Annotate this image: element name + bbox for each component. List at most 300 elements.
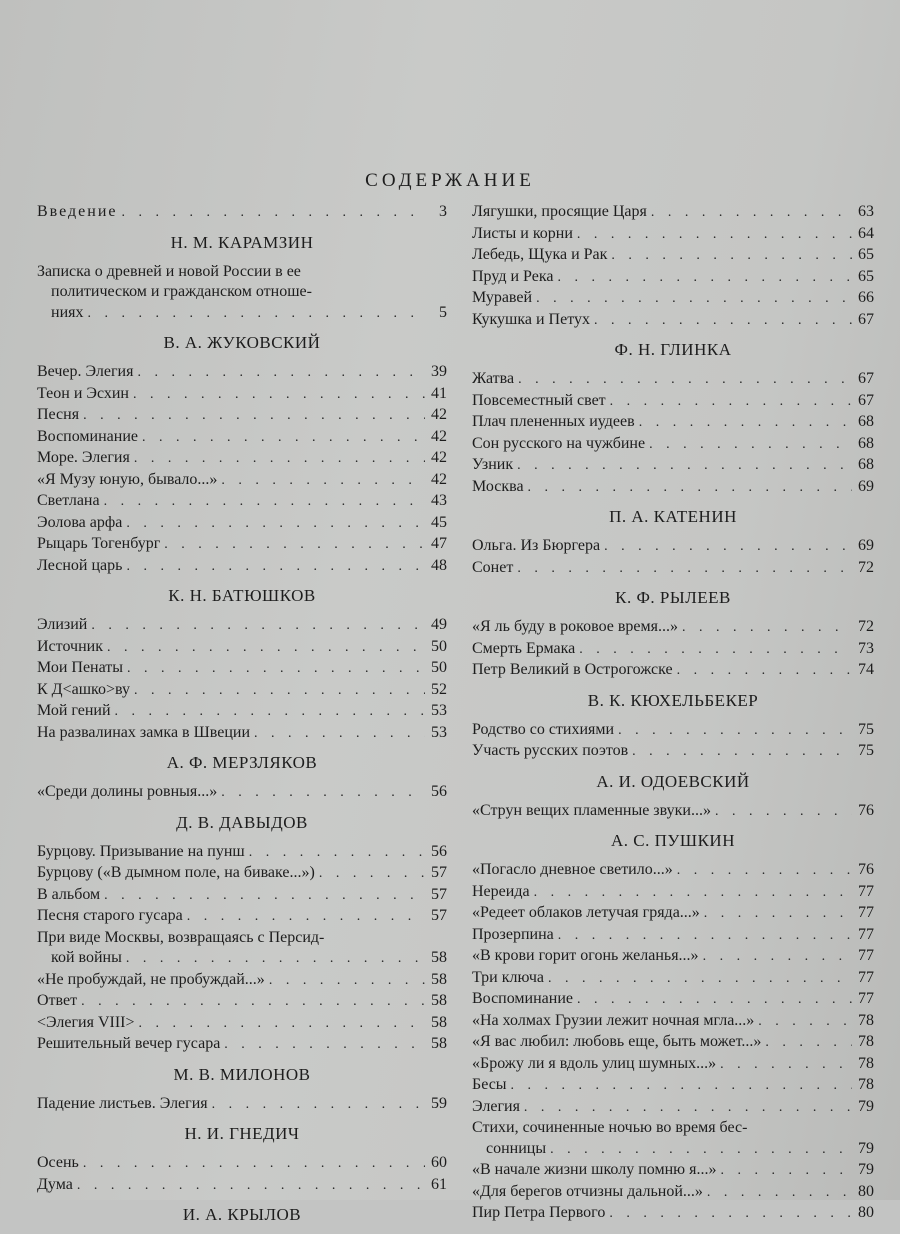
entry-page: 50 xyxy=(431,659,447,676)
dot-leader xyxy=(87,304,425,325)
toc-entry xyxy=(37,405,447,427)
dot-leader xyxy=(720,1055,852,1076)
toc-entry xyxy=(472,536,874,558)
toc-entry xyxy=(472,741,874,763)
entry-title-line: кой войны xyxy=(51,949,122,966)
entry-page: 5 xyxy=(439,303,447,321)
author-heading: В. К. КЮХЕЛЬБЕКЕР xyxy=(587,690,759,710)
toc-entry xyxy=(37,427,447,449)
dot-leader xyxy=(254,724,425,745)
entry-page: 78 xyxy=(858,1033,874,1050)
toc-entry xyxy=(472,1032,874,1054)
entry-title-line: При виде Москвы, возвращаясь с Персид- xyxy=(37,928,325,946)
entry-title: Ольга. Из Бюргера xyxy=(472,537,601,554)
entry-page: 58 xyxy=(431,949,447,966)
entry-title: Теон и Эсхин xyxy=(37,384,129,402)
dot-leader xyxy=(137,363,425,384)
author-heading: Н. И. ГНЕДИЧ xyxy=(184,1124,300,1143)
entry-title: «Погасло дневное светило...» xyxy=(472,861,673,878)
toc-entry xyxy=(37,723,447,745)
dot-leader xyxy=(677,861,852,882)
entry-title: «Редеет облаков летучая гряда...» xyxy=(472,904,700,921)
entry-title: Плач плененных иудеев xyxy=(472,413,635,430)
entry-page: 68 xyxy=(858,434,874,452)
toc-entry xyxy=(37,1013,447,1035)
entry-title: Элизий xyxy=(37,616,88,633)
dot-leader xyxy=(269,971,425,992)
author-heading: Д. В. ДАВЫДОВ xyxy=(176,812,308,832)
dot-leader xyxy=(703,947,852,968)
entry-page: 41 xyxy=(431,384,447,402)
toc-entry-lastline xyxy=(472,1139,874,1161)
dot-leader xyxy=(83,1154,425,1175)
dot-leader xyxy=(528,478,852,499)
toc-entry-lastline xyxy=(37,303,447,325)
entry-title: Смерть Ермака xyxy=(472,639,576,657)
dot-leader xyxy=(139,1014,425,1035)
entry-page: 52 xyxy=(431,680,447,698)
toc-entry xyxy=(37,658,447,680)
author-heading: И. А. КРЫЛОВ xyxy=(182,1205,302,1224)
toc-entry xyxy=(472,925,874,947)
dot-leader xyxy=(517,559,852,580)
dot-leader xyxy=(187,907,425,928)
toc-entry xyxy=(472,617,874,639)
toc-entry xyxy=(472,989,874,1011)
entry-page: 59 xyxy=(431,1094,447,1112)
entry-title: Сонет xyxy=(472,558,514,576)
entry-title: «Брожу ли я вдоль улиц шумных...» xyxy=(472,1054,717,1072)
toc-entry-multiline xyxy=(472,1118,874,1160)
entry-page: 43 xyxy=(431,492,447,509)
entry-page: 42 xyxy=(431,427,447,445)
entry-title: Участь русских поэтов xyxy=(472,742,629,759)
entry-page: 56 xyxy=(431,842,447,860)
entry-page: 42 xyxy=(431,449,447,466)
entry-page: 76 xyxy=(858,861,874,878)
entry-page: 78 xyxy=(858,1011,874,1029)
entry-page: 77 xyxy=(858,968,874,986)
entry-title: Элегия xyxy=(472,1097,520,1115)
entry-page: 77 xyxy=(858,990,874,1007)
entry-page: 3 xyxy=(439,203,447,220)
toc-entry xyxy=(37,637,447,659)
entry-title: Листы и корни xyxy=(472,224,573,242)
entry-title: Решительный вечер гусара xyxy=(37,1035,221,1052)
toc-entry xyxy=(37,384,447,406)
entry-page: 60 xyxy=(431,1154,447,1171)
author-section xyxy=(37,1123,447,1196)
dot-leader xyxy=(319,864,425,885)
toc-entry xyxy=(37,1094,447,1116)
page-title: СОДЕРЖАНИЕ xyxy=(365,170,535,191)
author-heading: К. Ф. РЫЛЕЕВ xyxy=(615,588,731,607)
dot-leader xyxy=(224,1035,425,1056)
entry-page: 57 xyxy=(431,864,447,881)
dot-leader xyxy=(518,370,852,391)
entry-page: 77 xyxy=(858,947,874,964)
entry-title: Введение xyxy=(37,203,118,220)
toc-entry xyxy=(472,558,874,580)
dot-leader xyxy=(134,449,425,470)
entry-page: 72 xyxy=(858,618,874,635)
dot-leader xyxy=(134,681,425,702)
entry-page: 58 xyxy=(431,992,447,1009)
dot-leader xyxy=(536,289,852,310)
toc-entry xyxy=(472,860,874,882)
toc-entry xyxy=(37,863,447,885)
entry-page: 78 xyxy=(858,1054,874,1072)
dot-leader xyxy=(164,535,425,556)
entry-title: Повсеместный свет xyxy=(472,391,606,409)
dot-leader xyxy=(122,203,426,224)
dot-leader xyxy=(548,969,852,990)
toc-entry xyxy=(472,639,874,661)
entry-title: Три ключа xyxy=(472,968,544,986)
toc-entry xyxy=(37,491,447,513)
entry-title: «Для берегов отчизны дальной...» xyxy=(472,1182,703,1200)
dot-leader xyxy=(81,992,425,1013)
entry-page: 76 xyxy=(858,801,874,819)
author-section xyxy=(472,830,874,1225)
entry-title: «Я ль буду в роковое время...» xyxy=(472,618,679,635)
toc-entry xyxy=(37,448,447,470)
entry-page: 79 xyxy=(858,1097,874,1115)
toc-entry xyxy=(472,1160,874,1182)
dot-leader xyxy=(677,661,852,682)
author-section xyxy=(37,1064,447,1116)
dot-leader xyxy=(651,203,852,224)
entry-title: Падение листьев. Элегия xyxy=(37,1094,208,1112)
entry-page: 69 xyxy=(858,477,874,495)
entry-title: «Среди долины ровныя...» xyxy=(37,783,218,800)
entry-title: Лебедь, Щука и Рак xyxy=(472,246,608,263)
entry-title-line: ниях xyxy=(51,303,84,321)
toc-entry xyxy=(472,245,874,267)
entry-title: Бесы xyxy=(472,1076,507,1093)
dot-leader xyxy=(249,843,425,864)
entry-page: 75 xyxy=(858,720,874,738)
toc-entry xyxy=(472,369,874,391)
dot-leader xyxy=(83,406,425,427)
entry-title: Пир Петра Первого xyxy=(472,1204,606,1221)
author-section xyxy=(472,506,874,579)
toc-entry xyxy=(472,1203,874,1225)
dot-leader xyxy=(594,311,852,332)
left-column xyxy=(37,202,447,1234)
entry-page: 66 xyxy=(858,289,874,306)
entry-page: 48 xyxy=(431,556,447,574)
entry-title: Песня xyxy=(37,406,80,423)
dot-leader xyxy=(609,1204,852,1225)
entry-title-line: политическом и гражданском отноше- xyxy=(51,283,312,300)
entry-page: 57 xyxy=(431,907,447,924)
toc-entry xyxy=(37,1034,447,1056)
toc-entry xyxy=(37,470,447,492)
entry-page: 74 xyxy=(858,661,874,678)
entry-title: Воспоминание xyxy=(472,990,574,1007)
entry-title: Лесной царь xyxy=(37,556,123,574)
toc-entry xyxy=(37,906,447,928)
toc-entry xyxy=(37,782,447,804)
toc-entry xyxy=(472,1075,874,1097)
entry-page: 80 xyxy=(858,1182,874,1200)
author-section xyxy=(37,232,447,325)
dot-leader xyxy=(604,537,852,558)
entry-page: 53 xyxy=(431,702,447,719)
entry-title: Пруд и Река xyxy=(472,267,554,285)
dot-leader xyxy=(115,702,425,723)
entry-page: 75 xyxy=(858,742,874,759)
dot-leader xyxy=(720,1161,852,1182)
toc-entry xyxy=(37,513,447,535)
author-heading: П. А. КАТЕНИН xyxy=(609,507,737,526)
dot-leader xyxy=(611,246,852,267)
toc-entry xyxy=(37,362,447,384)
toc-entry xyxy=(472,882,874,904)
entry-title: Источник xyxy=(37,637,103,655)
entry-page: 39 xyxy=(431,363,447,380)
entry-title: Сон русского на чужбине xyxy=(472,434,646,452)
entry-title: Осень xyxy=(37,1154,79,1171)
entry-title: Лягушки, просящие Царя xyxy=(472,203,647,220)
entry-page: 61 xyxy=(431,1175,447,1193)
author-section xyxy=(472,690,874,763)
entry-page: 77 xyxy=(858,904,874,921)
entry-title: «Я вас любил: любовь еще, быть может...» xyxy=(472,1033,762,1050)
toc-entry xyxy=(472,660,874,682)
toc-entry xyxy=(472,391,874,413)
dot-leader xyxy=(221,783,425,804)
entry-page: 65 xyxy=(858,246,874,263)
right-sections xyxy=(472,202,874,1225)
entry-title-line: Записка о древней и новой России в ее xyxy=(37,262,301,280)
toc-entry xyxy=(472,434,874,456)
entry-title: «Я Музу юную, бывало...» xyxy=(37,470,218,488)
author-heading: М. В. МИЛОНОВ xyxy=(173,1064,311,1084)
dot-leader xyxy=(524,1098,852,1119)
toc-entry xyxy=(37,885,447,907)
entry-page: 69 xyxy=(858,537,874,554)
author-section xyxy=(37,332,447,577)
entry-title: Узник xyxy=(472,456,514,473)
author-heading: К. Н. БАТЮШКОВ xyxy=(168,586,316,605)
dot-leader xyxy=(639,413,852,434)
entry-page: 67 xyxy=(858,310,874,328)
entry-page: 50 xyxy=(431,637,447,655)
toc-entry-multiline xyxy=(37,262,447,325)
entry-title: Москва xyxy=(472,477,524,495)
entry-title: Светлана xyxy=(37,492,100,509)
dot-leader xyxy=(550,1140,852,1161)
entry-page: 47 xyxy=(431,535,447,552)
toc-entry xyxy=(472,1011,874,1033)
entry-page: 73 xyxy=(858,639,874,657)
entry-page: 58 xyxy=(431,970,447,988)
entry-page: 65 xyxy=(858,267,874,285)
author-heading: Ф. Н. ГЛИНКА xyxy=(614,340,732,359)
entry-title-line: сонницы xyxy=(486,1139,547,1157)
toc-entry xyxy=(472,946,874,968)
author-section xyxy=(37,752,447,804)
toc-entry xyxy=(472,903,874,925)
author-section xyxy=(37,812,447,1056)
entry-page: 58 xyxy=(431,1035,447,1052)
dot-leader xyxy=(579,640,852,661)
entry-page: 67 xyxy=(858,391,874,409)
entry-title: Родство со стихиями xyxy=(472,720,615,738)
dot-leader xyxy=(126,557,425,578)
author-section xyxy=(37,585,447,744)
toc-entry xyxy=(37,842,447,864)
dot-leader xyxy=(577,990,852,1011)
entry-page: 57 xyxy=(431,885,447,903)
entry-title: <Элегия VIII> xyxy=(37,1013,135,1031)
entry-page: 63 xyxy=(858,203,874,220)
entry-page: 64 xyxy=(858,224,874,242)
dot-leader xyxy=(104,492,425,513)
toc-entry xyxy=(37,680,447,702)
dot-leader xyxy=(127,659,425,680)
dot-leader xyxy=(682,618,852,639)
entry-title: Мой гений xyxy=(37,702,111,719)
author-section xyxy=(37,1204,447,1226)
entry-page: 53 xyxy=(431,723,447,741)
entry-title: Бурцову («В дымном поле, на биваке...») xyxy=(37,864,315,881)
dot-leader xyxy=(517,456,852,477)
entry-title: Муравей xyxy=(472,289,533,306)
toc-entry-lastline xyxy=(37,948,447,970)
entry-title: Прозерпина xyxy=(472,925,554,943)
toc-entry xyxy=(37,970,447,992)
entry-page: 45 xyxy=(431,513,447,531)
dot-leader xyxy=(534,883,852,904)
entry-page: 68 xyxy=(858,413,874,430)
entry-title: Петр Великий в Острогожске xyxy=(472,661,673,678)
toc-entry xyxy=(37,615,447,637)
entry-title: На развалинах замка в Швеции xyxy=(37,723,250,741)
dot-leader xyxy=(610,392,852,413)
entry-title-line: Стихи, сочиненные ночью во время бес- xyxy=(472,1119,748,1136)
entry-title: Море. Элегия xyxy=(37,449,130,466)
toc-entry xyxy=(37,534,447,556)
dot-leader xyxy=(142,428,425,449)
entry-title: Дума xyxy=(37,1175,73,1193)
entry-title: Ответ xyxy=(37,992,78,1009)
dot-leader xyxy=(632,742,852,763)
author-section xyxy=(472,771,874,823)
entry-title: Вечер. Элегия xyxy=(37,363,134,380)
entry-page: 77 xyxy=(858,882,874,900)
dot-leader xyxy=(221,471,425,492)
dot-leader xyxy=(765,1033,852,1054)
right-column xyxy=(472,202,874,1225)
toc-entry xyxy=(472,968,874,990)
author-heading: В. А. ЖУКОВСКИЙ xyxy=(163,333,321,352)
toc-entry xyxy=(37,701,447,723)
entry-page: 78 xyxy=(858,1076,874,1093)
toc-entry xyxy=(37,556,447,578)
toc-entry xyxy=(472,455,874,477)
entry-title: К Д<ашко>ву xyxy=(37,680,131,698)
dot-leader xyxy=(558,926,852,947)
dot-leader xyxy=(649,435,852,456)
entry-title: Бурцову. Призывание на пунш xyxy=(37,842,245,860)
toc-entry xyxy=(472,267,874,289)
author-heading: А. С. ПУШКИН xyxy=(611,831,735,850)
dot-leader xyxy=(618,721,852,742)
entry-title: В альбом xyxy=(37,885,101,903)
dot-leader xyxy=(577,225,852,246)
toc-entry xyxy=(472,412,874,434)
toc-entry xyxy=(472,720,874,742)
dot-leader xyxy=(126,514,425,535)
toc-entry-intro xyxy=(37,202,447,224)
dot-leader xyxy=(715,802,852,823)
entry-title: «На холмах Грузии лежит ночная мгла...» xyxy=(472,1011,755,1029)
entry-page: 42 xyxy=(431,470,447,488)
entry-page: 58 xyxy=(431,1013,447,1031)
toc-entry xyxy=(37,991,447,1013)
dot-leader xyxy=(126,949,425,970)
entry-page: 42 xyxy=(431,406,447,423)
dot-leader xyxy=(107,638,425,659)
toc-entry xyxy=(37,1175,447,1197)
dot-leader xyxy=(758,1012,852,1033)
entry-title: «В крови горит огонь желанья...» xyxy=(472,947,699,964)
entry-page: 72 xyxy=(858,558,874,576)
entry-page: 79 xyxy=(858,1139,874,1157)
toc-entry xyxy=(472,288,874,310)
dot-leader xyxy=(704,904,852,925)
toc-entry xyxy=(472,202,874,224)
entry-title: Мои Пенаты xyxy=(37,659,124,676)
entry-title: Нереида xyxy=(472,882,530,900)
toc-entry xyxy=(472,801,874,823)
toc-entry xyxy=(472,1097,874,1119)
dot-leader xyxy=(77,1176,425,1197)
toc-entry xyxy=(472,477,874,499)
toc-entry xyxy=(472,1054,874,1076)
dot-leader xyxy=(133,385,425,406)
entry-page: 49 xyxy=(431,616,447,633)
entry-page: 56 xyxy=(431,783,447,800)
dot-leader xyxy=(212,1095,425,1116)
author-section xyxy=(472,587,874,682)
entry-title: Эолова арфа xyxy=(37,513,123,531)
entry-title: Песня старого гусара xyxy=(37,907,183,924)
entry-page: 67 xyxy=(858,370,874,387)
author-heading: А. И. ОДОЕВСКИЙ xyxy=(596,771,750,791)
entry-title: «Не пробуждай, не пробуждай...» xyxy=(37,970,265,988)
dot-leader xyxy=(104,886,425,907)
entry-title: «В начале жизни школу помню я...» xyxy=(472,1161,717,1178)
dot-leader xyxy=(91,616,425,637)
dot-leader xyxy=(511,1076,852,1097)
entry-title: «Струн вещих пламенные звуки...» xyxy=(472,801,711,819)
entry-title: Воспоминание xyxy=(37,427,139,445)
dot-leader xyxy=(557,268,852,289)
entry-page: 77 xyxy=(858,925,874,943)
entry-page: 79 xyxy=(858,1161,874,1178)
toc-entry xyxy=(472,224,874,246)
entry-title: Кукушка и Петух xyxy=(472,310,590,328)
toc-entry-multiline xyxy=(37,928,447,970)
author-heading: А. Ф. МЕРЗЛЯКОВ xyxy=(166,753,318,772)
entry-page: 68 xyxy=(858,456,874,473)
entry-title: Рыцарь Тогенбург xyxy=(37,535,161,552)
author-heading: Н. М. КАРАМЗИН xyxy=(170,232,314,252)
